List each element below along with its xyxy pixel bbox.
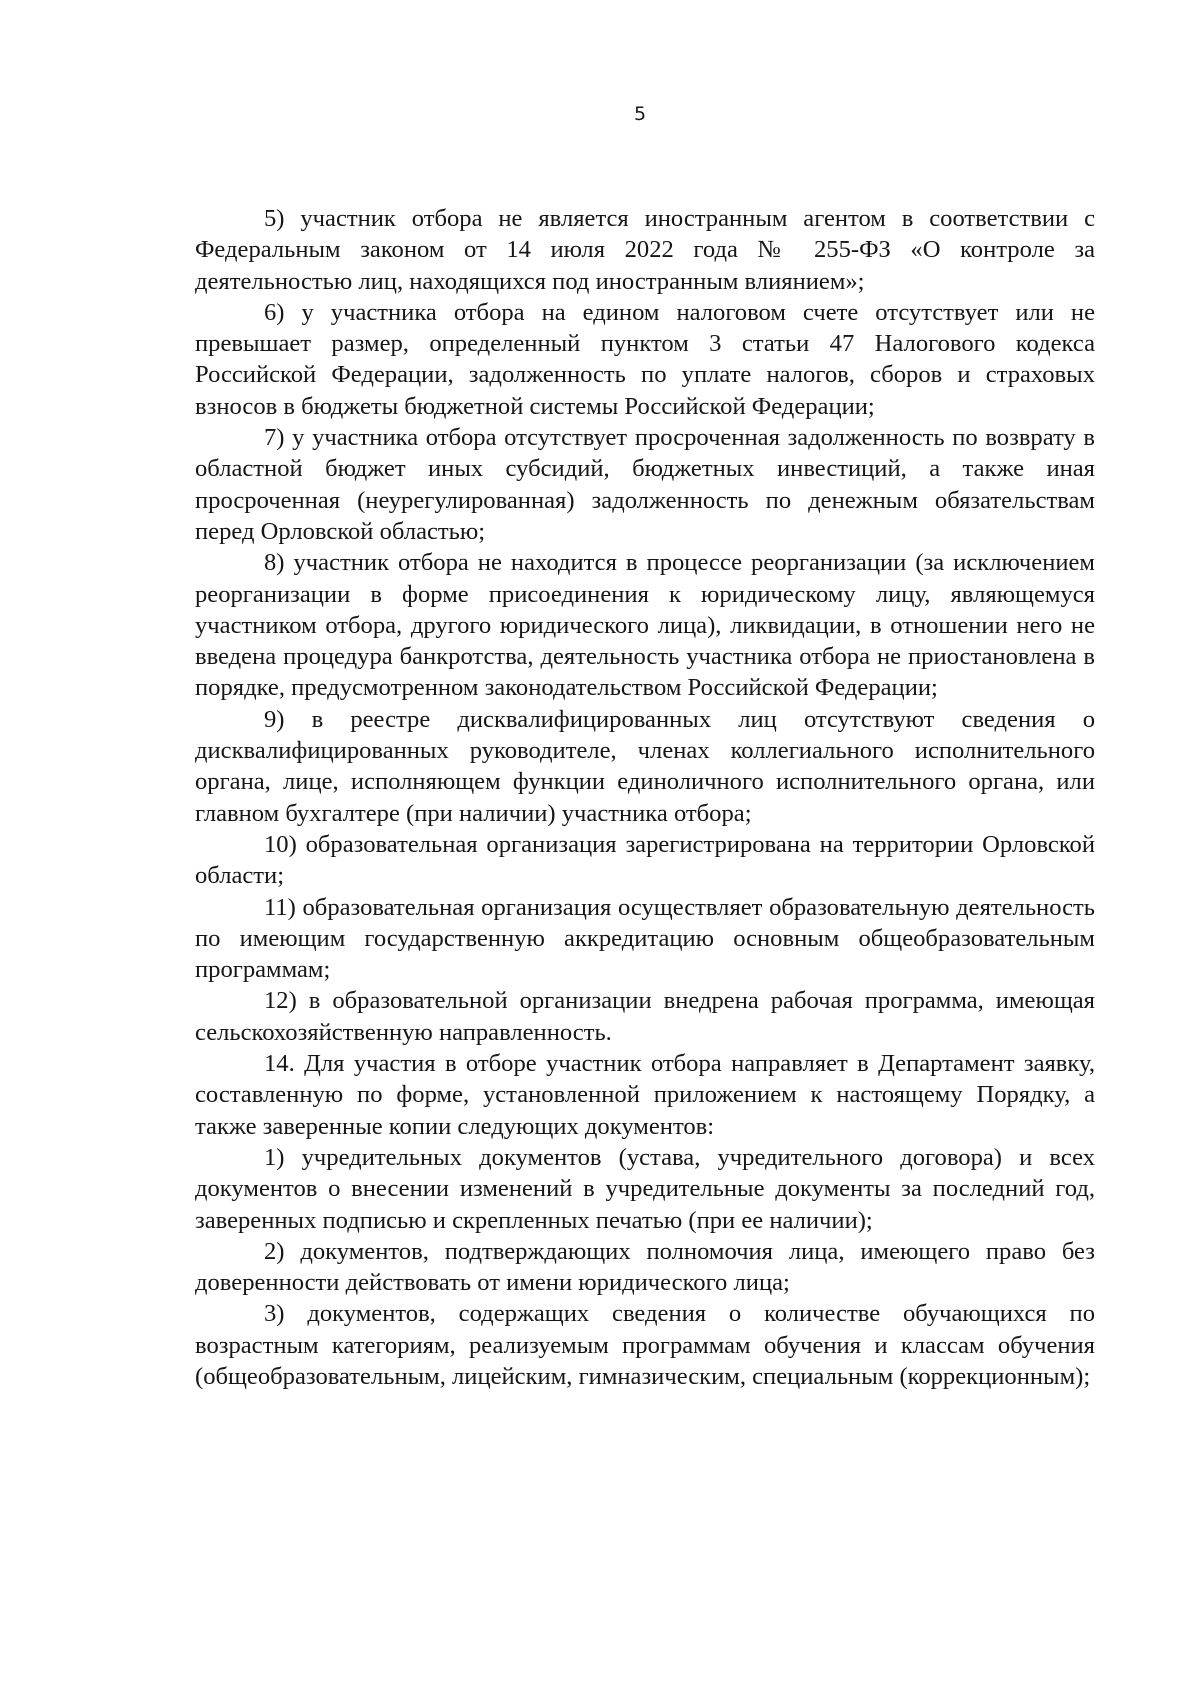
paragraph-item-11: 11) образовательная организация осуществляет образовательную деятельность по имеющим государственную аккредитацию основным общеобразовательным программам; <box>195 893 1095 984</box>
paragraph-item-10: 10) образовательная организация зарегистрирована на территории Орловской области; <box>195 830 1095 890</box>
document-body <box>195 203 1095 1392</box>
paragraph-doc-1: 1) учредительных документов (устава, учредительного договора) и всех документов о внесении изменений в учредительные документы за последний год, заверенных подписью и скрепленных печатью (при ее наличии); <box>195 1143 1095 1234</box>
paragraph-item-9: 9) в реестре дисквалифицированных лиц отсутствуют сведения о дисквалифицированных руководителе, членах коллегиального исполнительного органа, лице, исполняющем функции единоличного исполнительного органа, или главном бухгалтере (при наличии) участника отбора; <box>195 705 1095 827</box>
paragraph-item-7: 7) у участника отбора отсутствует просроченная задолженность по возврату в областной бюджет иных субсидий, бюджетных инвестиций, а также иная просроченная (неурегулированная) задолженность по денежным обязательствам перед Орловской областью; <box>195 424 1095 545</box>
paragraph-clause-14: 14. Для участия в отборе участник отбора направляет в Департамент заявку, составленную по форме, установленной приложением к настоящему Порядку, а также заверенные копии следующих документов: <box>195 1050 1095 1140</box>
paragraph-item-5: 5) участник отбора не является иностранным агентом в соответствии с Федеральным законом от 14 июля 2022 года № 255-ФЗ «О контроле за деятельностью лиц, находящихся под иностранным влиянием»; <box>195 205 1095 295</box>
paragraph-item-6: 6) у участника отбора на едином налоговом счете отсутствует или не превышает размер, определенный пунктом 3 статьи 47 Налогового кодекса Российской Федерации, задолженность по уплате налогов, сборов и страховых взносов в бюджеты бюджетной системы Российской Федерации; <box>195 298 1095 420</box>
paragraph-item-8: 8) участник отбора не находится в процессе реорганизации (за исключением реорганизации в форме присоединения к юридическому лицу, являющемуся участником отбора, другого юридического лица), ликвидации, в отношении него не введена процедура банкротства, деятельность участника отбора не приостановлена в порядке, предусмотренном законодательством Российской Федерации; <box>195 549 1095 702</box>
paragraph-doc-3: 3) документов, содержащих сведения о количестве обучающихся по возрастным категориям, реализуемым программам обучения и классам обучения (общеобразовательным, лицейским, гимназическим, специальным (коррекционным); <box>195 1300 1095 1390</box>
paragraph-item-12: 12) в образовательной организации внедрена рабочая программа, имеющая сельскохозяйственную направленность. <box>195 987 1095 1046</box>
page-number: 5 <box>633 103 647 125</box>
paragraph-doc-2: 2) документов, подтверждающих полномочия лица, имеющего право без доверенности действовать от имени юридического лица; <box>195 1237 1095 1297</box>
